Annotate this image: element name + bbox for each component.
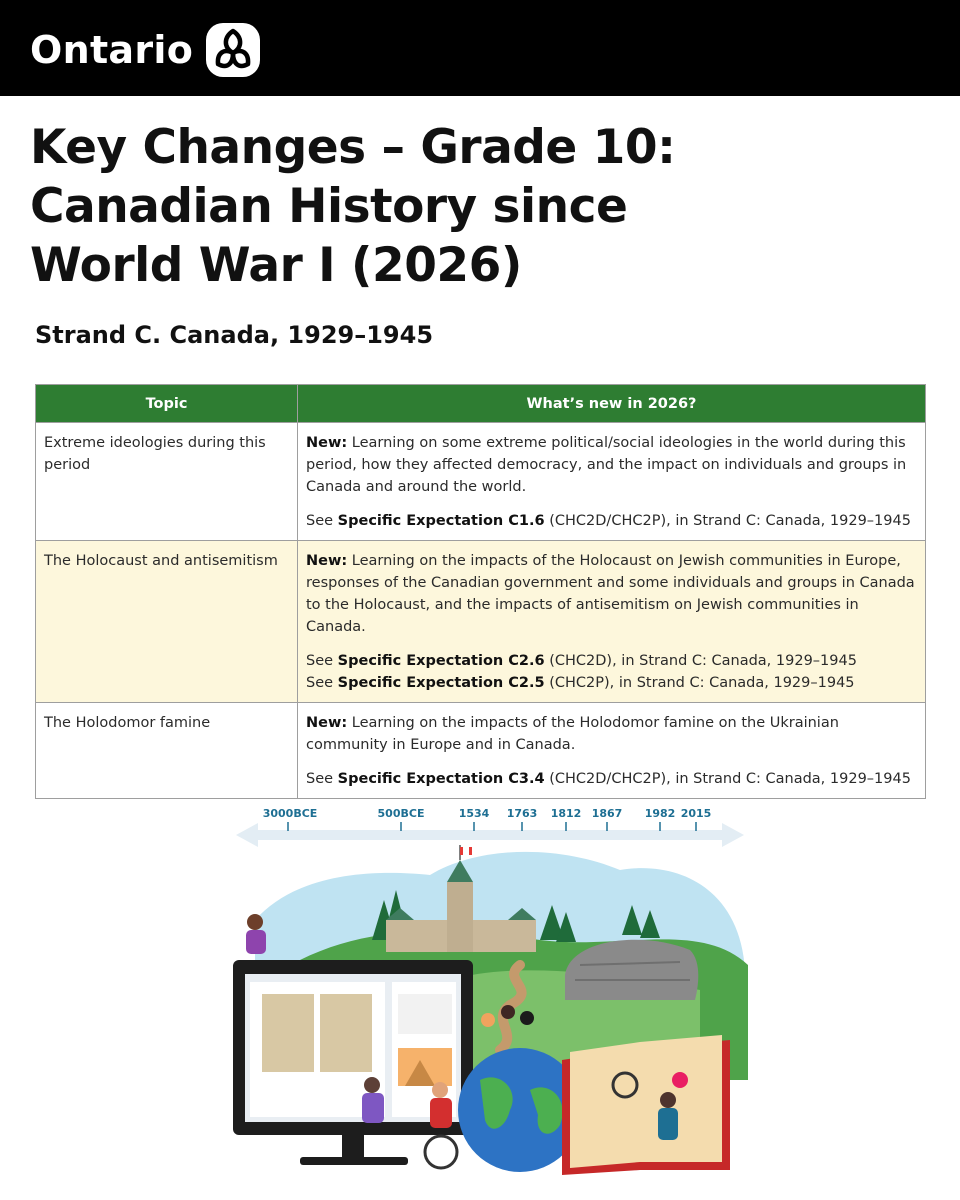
table-row: [36, 423, 926, 541]
new-label: New:: [306, 435, 348, 451]
timeline-label: 1534: [458, 807, 490, 820]
whats-new-cell: [298, 423, 926, 541]
reference-prefix: See: [306, 513, 334, 529]
table-header-row: [36, 385, 926, 423]
timeline-label: 1982: [644, 807, 676, 820]
timeline-label: 3000BCE: [262, 807, 318, 820]
timeline-label: 2015: [680, 807, 712, 820]
new-description: [306, 432, 917, 498]
expectation-link: Specific Expectation C2.5: [337, 675, 545, 691]
timeline: [236, 807, 744, 847]
topic-cell: Extreme ideologies during this period: [36, 423, 298, 541]
timeline-label: 1867: [591, 807, 623, 820]
reference-suffix: (CHC2D), in Strand C: Canada, 1929–1945: [549, 653, 857, 669]
timeline-label: 1812: [550, 807, 582, 820]
key-changes-table: [35, 384, 926, 799]
ontario-trillium-logo-icon: [205, 22, 261, 78]
new-text: Learning on some extreme political/social ideologies in the world during this period, how they affected democracy, and the impact on individuals and groups in Canada and around the world.: [306, 435, 907, 495]
new-text: Learning on the impacts of the Holocaust on Jewish communities in Europe, responses of the Canadian government and some individuals and groups in Canada to the Holocaust, and the impacts of antisemitism on Jewish communities in Canada.: [306, 553, 915, 635]
page-title: Key Changes – Grade 10: Canadian History since World War I (2026): [30, 120, 676, 293]
topic-cell: The Holodomor famine: [36, 703, 298, 799]
new-description: [306, 550, 917, 638]
expectation-link: Specific Expectation C1.6: [337, 513, 545, 529]
reference-suffix: (CHC2D/CHC2P), in Strand C: Canada, 1929–1945: [549, 771, 911, 787]
open-book: [562, 1035, 730, 1175]
timeline-label: 1763: [506, 807, 538, 820]
reference-prefix: See: [306, 771, 334, 787]
expectation-link: Specific Expectation C2.6: [337, 653, 545, 669]
strand-subtitle: Strand C. Canada, 1929–1945: [35, 321, 434, 349]
timeline-arrow: [236, 823, 744, 847]
expectation-reference: [306, 650, 917, 672]
brand-name: Ontario: [30, 28, 194, 72]
whats-new-cell: [298, 541, 926, 703]
expectation-link: Specific Expectation C3.4: [337, 771, 545, 787]
expectation-reference: [306, 768, 917, 790]
reference-prefix: See: [306, 653, 334, 669]
timeline-ticks: [288, 822, 696, 831]
history-illustration: [0, 790, 960, 1195]
expectation-reference: [306, 672, 917, 694]
ontario-brand[interactable]: [30, 24, 261, 76]
table-row: [36, 703, 926, 799]
new-text: Learning on the impacts of the Holodomor famine on the Ukrainian community in Europe and in Canada.: [306, 715, 839, 753]
new-description: [306, 712, 917, 756]
new-label: New:: [306, 715, 348, 731]
expectation-reference: [306, 510, 917, 532]
topic-cell: The Holocaust and antisemitism: [36, 541, 298, 703]
column-header-topic: Topic: [36, 385, 298, 423]
computer-monitor: [233, 960, 473, 1165]
reference-suffix: (CHC2D/CHC2P), in Strand C: Canada, 1929–1945: [549, 513, 911, 529]
top-header-bar: [0, 0, 960, 96]
column-header-whats-new: What’s new in 2026?: [298, 385, 926, 423]
new-label: New:: [306, 553, 348, 569]
reference-prefix: See: [306, 675, 334, 691]
reference-suffix: (CHC2P), in Strand C: Canada, 1929–1945: [549, 675, 855, 691]
whats-new-cell: [298, 703, 926, 799]
table-row: [36, 541, 926, 703]
timeline-label: 500BCE: [377, 807, 425, 820]
